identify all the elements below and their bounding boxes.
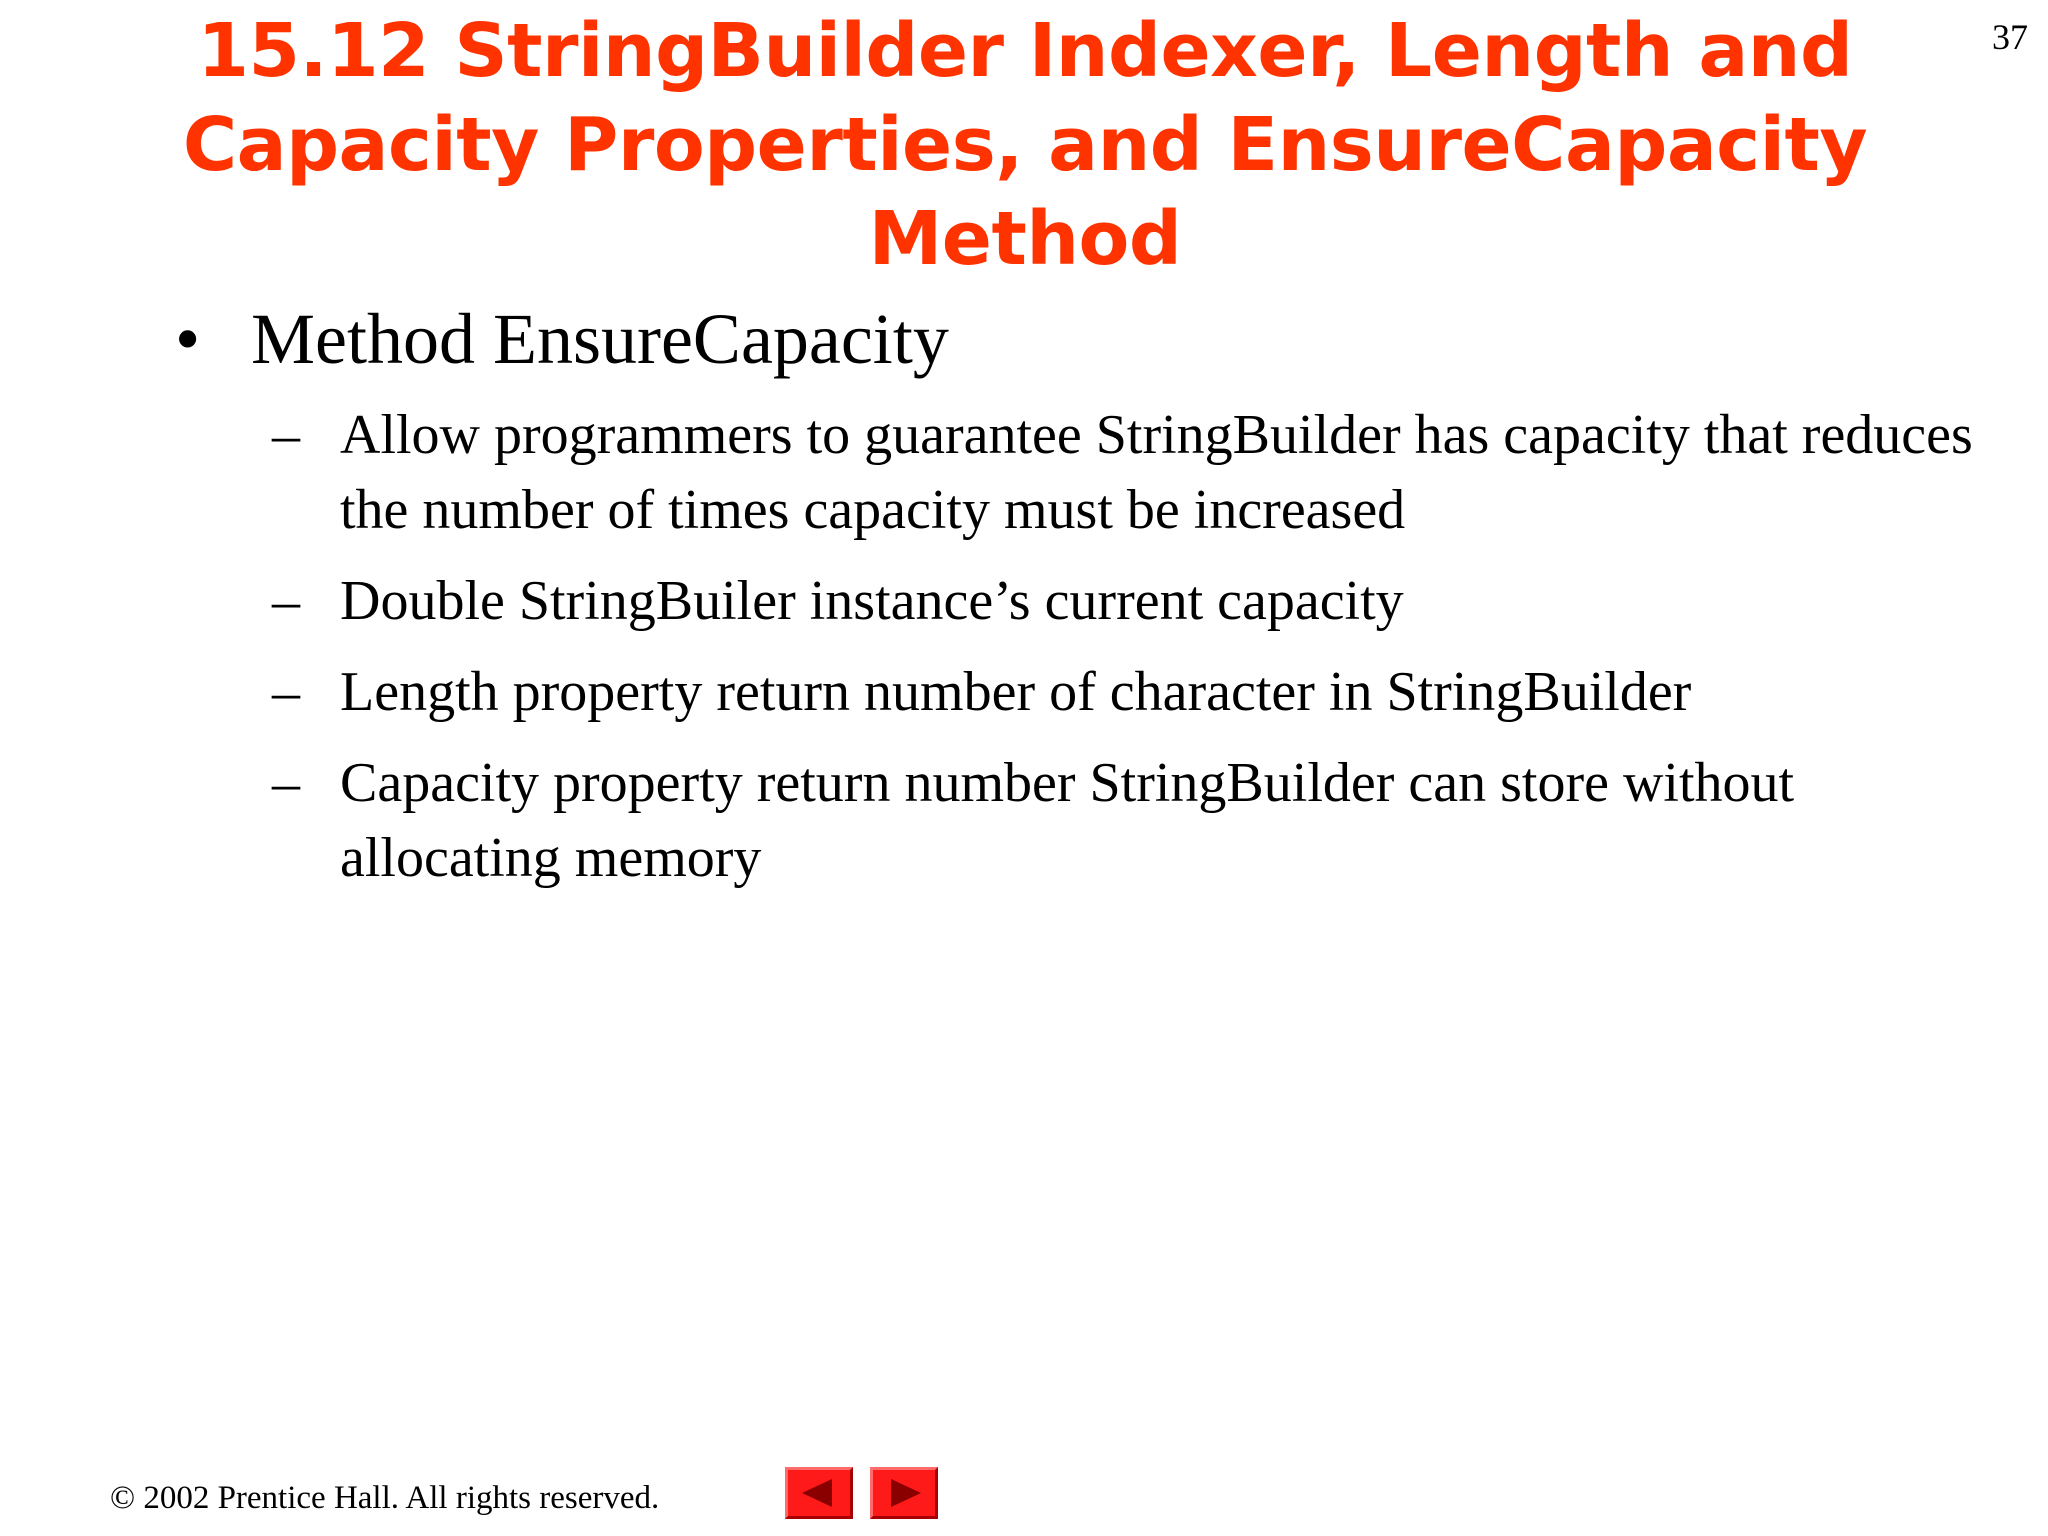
dash-symbol: – [272,404,300,466]
bullet-symbol: • [175,299,201,379]
sub-bullet-item [272,398,2012,548]
title-line-1: 15.12 StringBuilder Indexer, Length and [197,8,1853,94]
dash-symbol: – [272,570,300,632]
main-bullet-text: Method EnsureCapacity [251,299,949,379]
page-number: 37 [1992,17,2028,57]
left-arrow-icon [788,1470,850,1516]
right-arrow-icon [873,1470,935,1516]
previous-slide-button[interactable] [785,1467,853,1519]
sub-bullet-text: Allow programmers to guarantee StringBuilder has capacity that reduces the number of times capacity must be increased [340,404,1973,541]
title-line-2: Capacity Properties, and EnsureCapacity [182,102,1868,188]
next-slide-button[interactable] [870,1467,938,1519]
copyright-footer: © 2002 Prentice Hall. All rights reserved. [110,1480,660,1516]
sub-bullet-text: Length property return number of character in StringBuilder [340,661,1692,723]
dash-symbol: – [272,752,300,814]
sub-bullet-item [272,564,2012,639]
title-line-3: Method [868,196,1182,282]
sub-bullet-item [272,655,2012,730]
dash-symbol: – [272,661,300,723]
sub-bullet-text: Double StringBuiler instance’s current capacity [340,570,1404,632]
sub-bullet-list [272,398,2012,912]
sub-bullet-item [272,746,2012,896]
slide-title [150,4,1900,286]
sub-bullet-text: Capacity property return number StringBuilder can store without allocating memory [340,752,1795,889]
